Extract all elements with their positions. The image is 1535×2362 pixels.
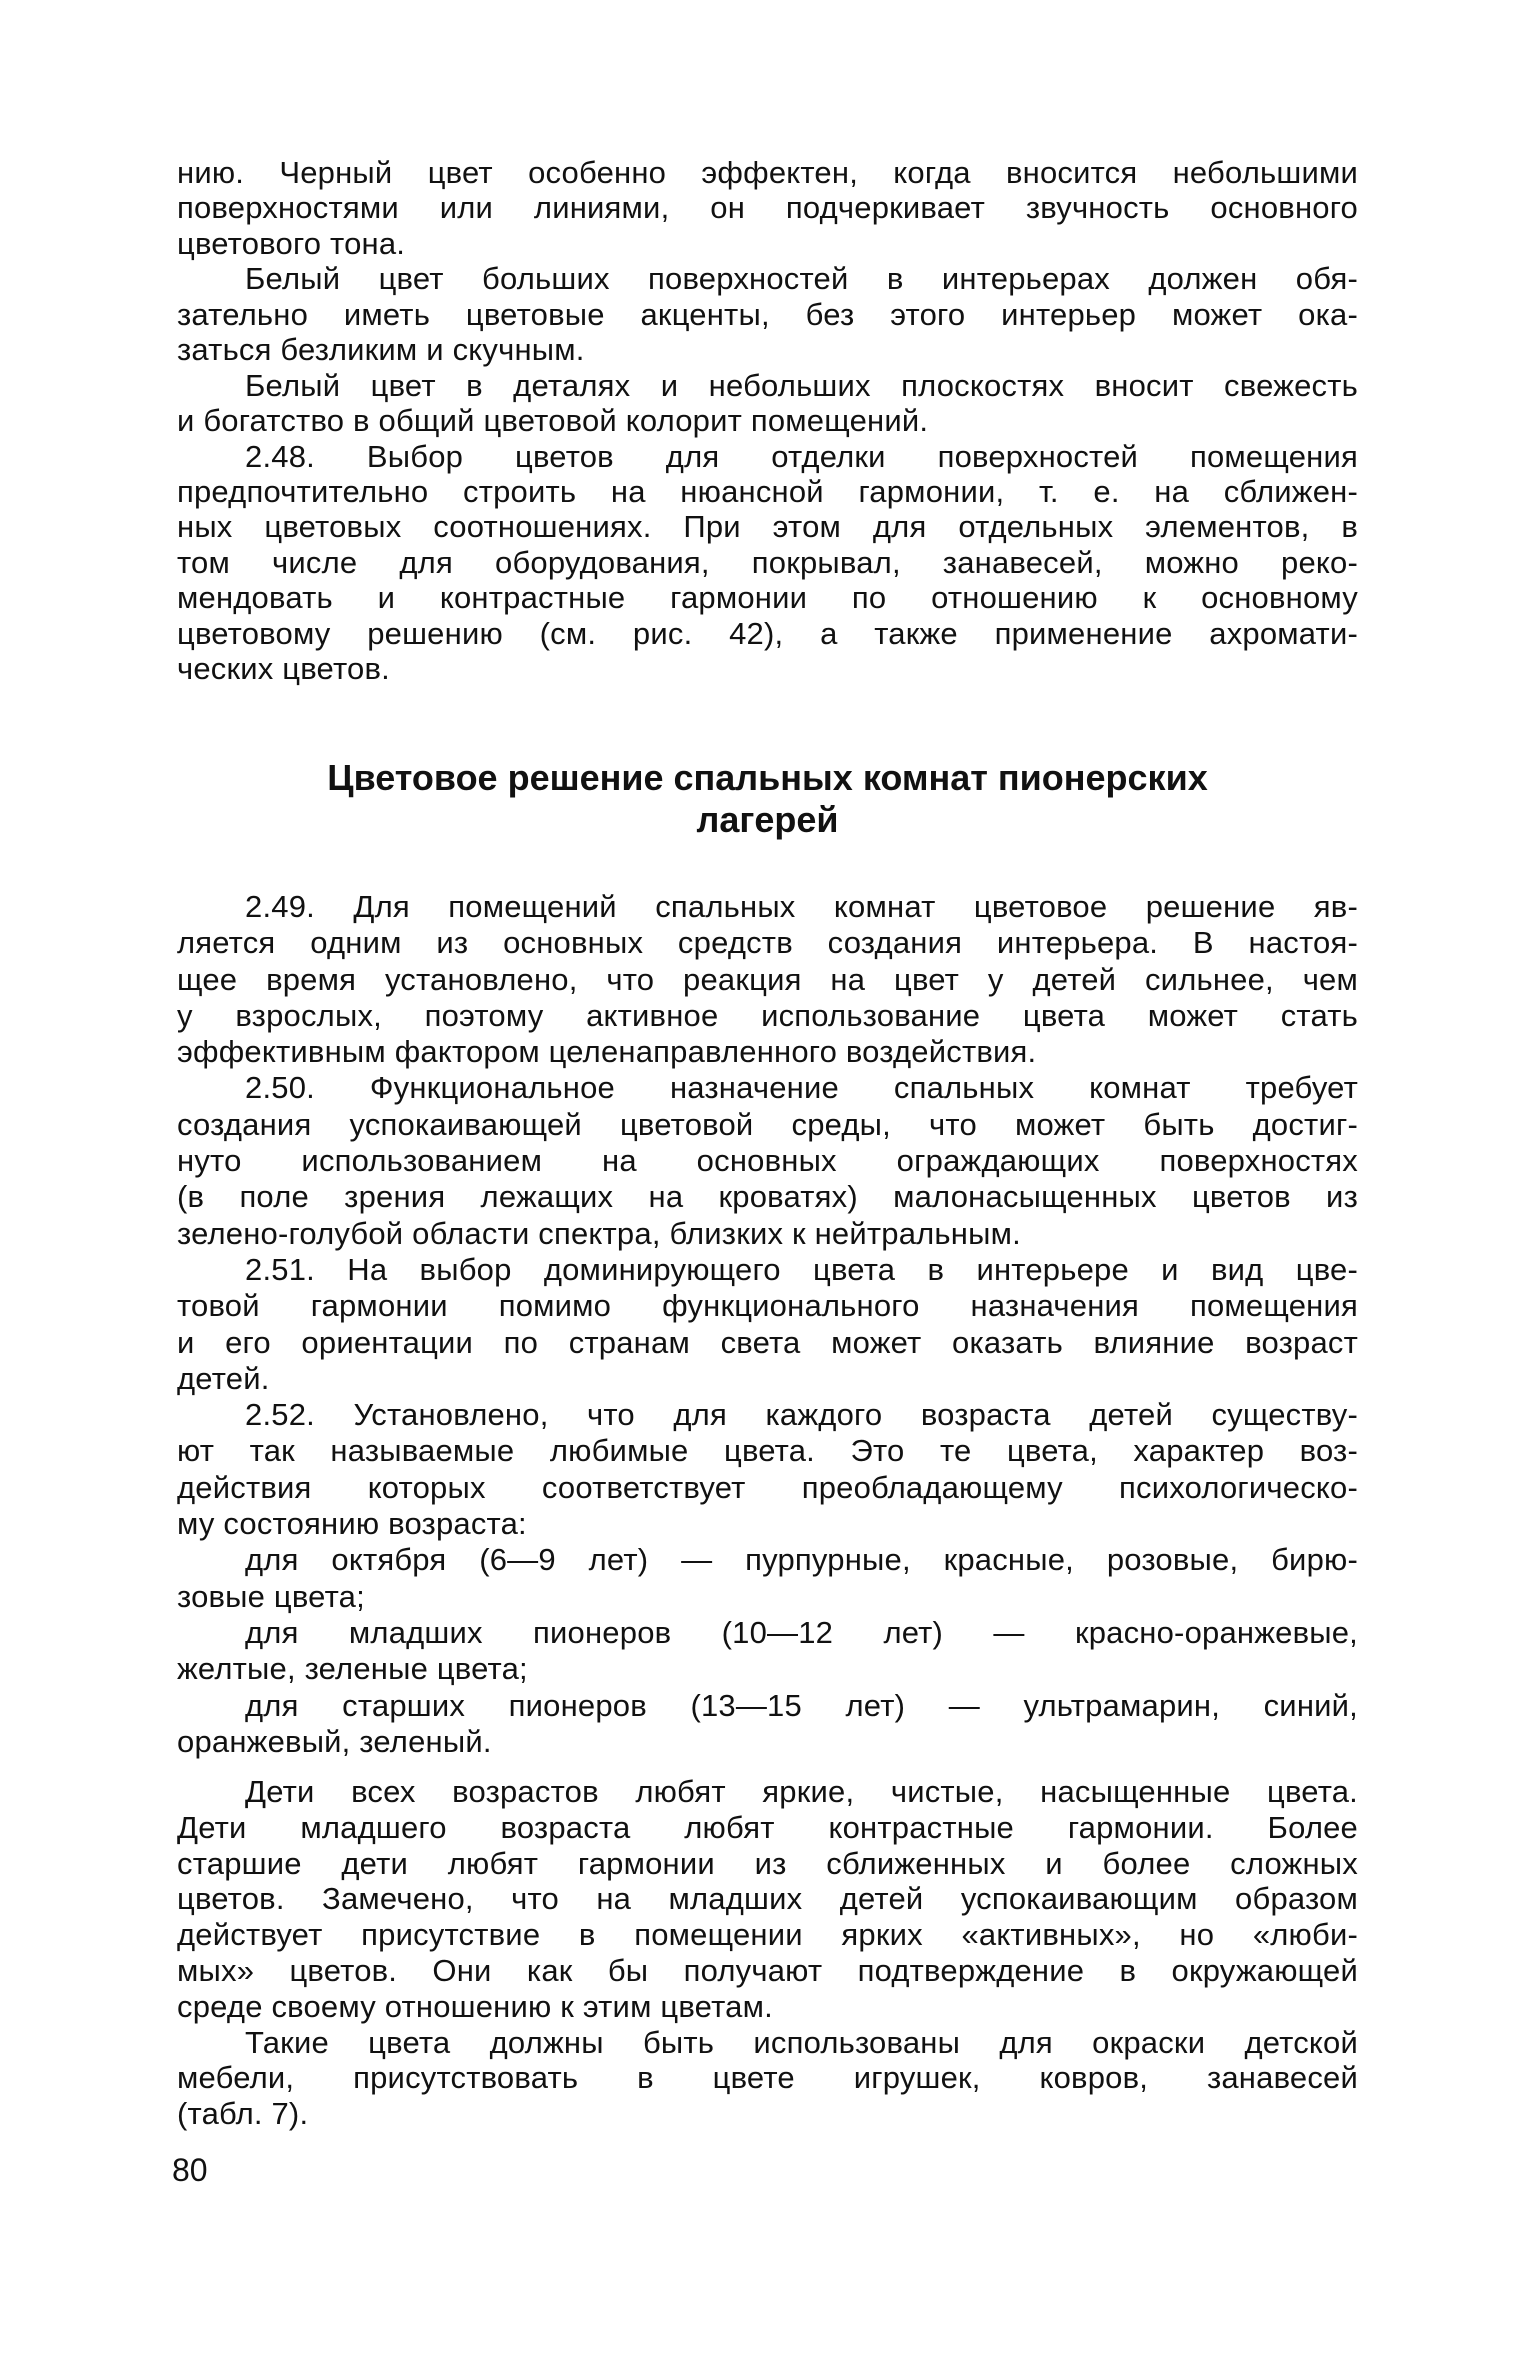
text-line: действует присутствие в помещении ярких «активных», но «люби- [177, 1917, 1358, 1953]
text-line: для старших пионеров (13—15 лет) — ультрамарин, синий, [245, 1687, 1358, 1723]
text-line: щее время установлено, что реакция на цвет у детей сильнее, чем [177, 961, 1358, 997]
text-line: детей. [177, 1360, 270, 1396]
paragraph [177, 1070, 1358, 1251]
paragraph [177, 368, 1358, 439]
paragraph [177, 2025, 1358, 2132]
paragraph [177, 889, 1358, 1070]
text-line: среде своему отношению к этим цветам. [177, 1988, 773, 2024]
text-line: 2.52. Установлено, что для каждого возраста детей существу- [245, 1397, 1358, 1433]
text-line: заться безликим и скучным. [177, 332, 585, 368]
text-line: зательно иметь цветовые акценты, без этого интерьер может ока- [177, 296, 1358, 332]
text-line: мендовать и контрастные гармонии по отношению к основному [177, 580, 1358, 616]
text-line: том числе для оборудования, покрывал, занавесей, можно реко- [177, 544, 1358, 580]
text-line: ческих цветов. [177, 651, 390, 687]
text-line: старшие дети любят гармонии из сближенных и более сложных [177, 1845, 1358, 1881]
text-line: нуто использованием на основных ограждающих поверхностях [177, 1143, 1358, 1179]
text-line: и его ориентации по странам света может оказать влияние возраст [177, 1324, 1358, 1360]
text-line: (в поле зрения лежащих на кроватях) малонасыщенных цветов из [177, 1179, 1358, 1215]
text-line: 2.50. Функциональное назначение спальных комнат требует [245, 1070, 1358, 1106]
text-line: ют так называемые любимые цвета. Это те цвета, характер воз- [177, 1433, 1358, 1469]
text-line: 2.51. На выбор доминирующего цвета в интерьере и вид цве- [245, 1251, 1358, 1287]
section-heading [177, 757, 1358, 841]
text-line: Такие цвета должны быть использованы для окраски детской [245, 2024, 1358, 2060]
text-line: цветового тона. [177, 225, 406, 261]
section-heading-line-1: Цветовое решение спальных комнат пионерских [327, 757, 1208, 798]
text-line: Дети всех возрастов любят яркие, чистые, насыщенные цвета. [245, 1774, 1358, 1809]
text-line: 2.49. Для помещений спальных комнат цветовое решение яв- [245, 889, 1358, 924]
paragraph [177, 1542, 1358, 1615]
text-line: 2.48. Выбор цветов для отделки поверхностей помещения [245, 438, 1358, 474]
text-line: для октября (6—9 лет) — пурпурные, красные, розовые, бирю- [245, 1542, 1358, 1578]
text-line: оранжевый, зеленый. [177, 1723, 492, 1759]
paragraph [177, 1397, 1358, 1542]
text-line: му состоянию возраста: [177, 1506, 527, 1542]
text-line: цветов. Замечено, что на младших детей успокаивающим образом [177, 1881, 1358, 1917]
text-block-top [177, 155, 1358, 687]
paragraph [177, 1774, 1358, 2025]
text-line: цветовому решению (см. рис. 42), а также применение ахромати- [177, 615, 1358, 651]
paragraph [177, 261, 1358, 367]
text-line: действия которых соответствует преобладающему психологическо- [177, 1469, 1358, 1505]
text-line: предпочтительно строить на нюансной гармонии, т. е. на сближен- [177, 473, 1358, 509]
text-line: мебели, присутствовать в цвете игрушек, ковров, занавесей [177, 2060, 1358, 2096]
text-line: у взрослых, поэтому активное использование цвета может стать [177, 997, 1358, 1033]
page-number: 80 [172, 2152, 208, 2188]
text-line: создания успокаивающей цветовой среды, что может быть достиг- [177, 1106, 1358, 1142]
text-line: мых» цветов. Они как бы получают подтверждение в окружающей [177, 1952, 1358, 1988]
text-line: Белый цвет в деталях и небольших плоскостях вносит свежесть [245, 367, 1358, 403]
text-line: Белый цвет больших поверхностей в интерьерах должен обя- [245, 261, 1358, 297]
text-line: зелено-голубой области спектра, близких к нейтральным. [177, 1215, 1021, 1251]
text-line: поверхностями или линиями, он подчеркивает звучность основного [177, 190, 1358, 226]
section-heading-line-2: лагерей [696, 799, 839, 840]
text-line: нию. Черный цвет особенно эффектен, когда вносится небольшими [177, 155, 1358, 190]
text-line: эффективным фактором целенаправленного воздействия. [177, 1034, 1037, 1070]
text-line: ляется одним из основных средств создания интерьера. В настоя- [177, 925, 1358, 961]
paragraph [177, 1615, 1358, 1688]
text-line: (табл. 7). [177, 2096, 309, 2132]
text-line: для младших пионеров (10—12 лет) — красно-оранжевые, [245, 1614, 1358, 1650]
text-line: товой гармонии помимо функционального назначения помещения [177, 1288, 1358, 1324]
paragraph [177, 439, 1358, 687]
paragraph [177, 155, 1358, 261]
text-block-bottom [177, 1774, 1358, 2132]
text-line: зовые цвета; [177, 1578, 365, 1614]
text-line: желтые, зеленые цвета; [177, 1651, 528, 1687]
text-line: ных цветовых соотношениях. При этом для отдельных элементов, в [177, 509, 1358, 545]
paragraph [177, 1688, 1358, 1761]
text-block-middle [177, 889, 1358, 1760]
text-line: Дети младшего возраста любят контрастные гармонии. Более [177, 1809, 1358, 1845]
paragraph [177, 1252, 1358, 1397]
text-line: и богатство в общий цветовой колорит помещений. [177, 403, 929, 439]
